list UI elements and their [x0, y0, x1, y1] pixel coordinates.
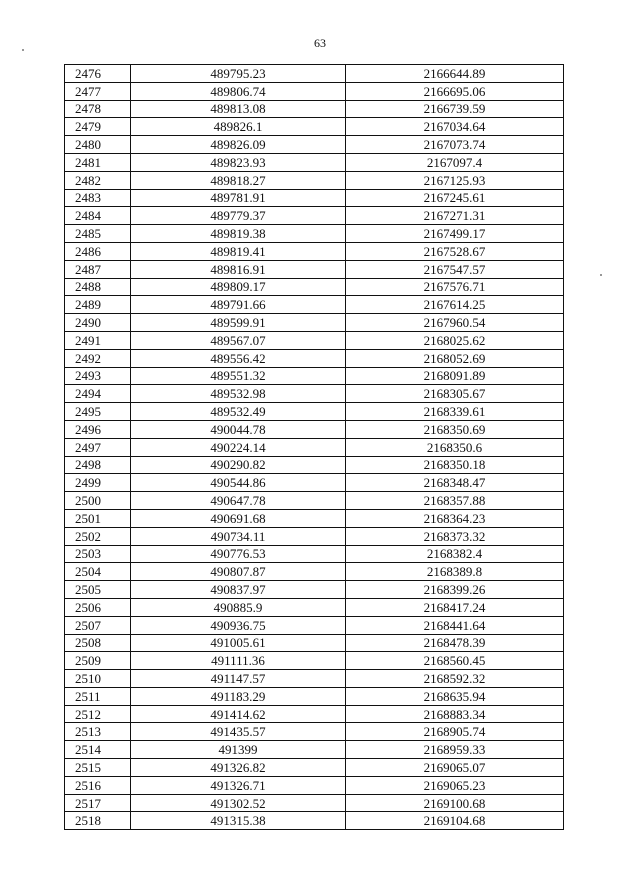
point-number-cell: 2478 [65, 100, 131, 118]
point-number-cell: 2518 [65, 812, 131, 830]
x-coordinate-cell: 489823.93 [131, 153, 346, 171]
table-row [65, 136, 564, 154]
point-number-cell: 2493 [65, 367, 131, 385]
x-coordinate-cell: 490647.78 [131, 492, 346, 510]
x-coordinate-cell: 491302.52 [131, 794, 346, 812]
point-number-cell: 2499 [65, 474, 131, 492]
point-number-cell: 2496 [65, 420, 131, 438]
table-row [65, 403, 564, 421]
point-number-cell: 2482 [65, 171, 131, 189]
table-row [65, 118, 564, 136]
y-coordinate-cell: 2166644.89 [346, 65, 564, 83]
x-coordinate-cell: 491183.29 [131, 687, 346, 705]
point-number-cell: 2484 [65, 207, 131, 225]
y-coordinate-cell: 2169104.68 [346, 812, 564, 830]
y-coordinate-cell: 2168357.88 [346, 492, 564, 510]
point-number-cell: 2500 [65, 492, 131, 510]
point-number-cell: 2513 [65, 723, 131, 741]
y-coordinate-cell: 2166739.59 [346, 100, 564, 118]
table-row [65, 794, 564, 812]
table-row [65, 171, 564, 189]
y-coordinate-cell: 2167034.64 [346, 118, 564, 136]
point-number-cell: 2498 [65, 456, 131, 474]
x-coordinate-cell: 489809.17 [131, 278, 346, 296]
table-row [65, 153, 564, 171]
x-coordinate-cell: 489819.38 [131, 225, 346, 243]
table-row [65, 812, 564, 830]
table-row [65, 456, 564, 474]
y-coordinate-cell: 2167097.4 [346, 153, 564, 171]
point-number-cell: 2490 [65, 314, 131, 332]
x-coordinate-cell: 490044.78 [131, 420, 346, 438]
table-row [65, 225, 564, 243]
x-coordinate-cell: 489779.37 [131, 207, 346, 225]
table-row [65, 723, 564, 741]
table-row [65, 759, 564, 777]
point-number-cell: 2502 [65, 527, 131, 545]
table-row [65, 527, 564, 545]
y-coordinate-cell: 2168091.89 [346, 367, 564, 385]
table-row [65, 367, 564, 385]
table-row [65, 189, 564, 207]
y-coordinate-cell: 2168350.18 [346, 456, 564, 474]
y-coordinate-cell: 2168025.62 [346, 331, 564, 349]
y-coordinate-cell: 2167960.54 [346, 314, 564, 332]
y-coordinate-cell: 2168350.6 [346, 438, 564, 456]
point-number-cell: 2495 [65, 403, 131, 421]
x-coordinate-cell: 491005.61 [131, 634, 346, 652]
x-coordinate-cell: 490776.53 [131, 545, 346, 563]
y-coordinate-cell: 2168373.32 [346, 527, 564, 545]
scan-speck [600, 274, 602, 276]
y-coordinate-cell: 2167614.25 [346, 296, 564, 314]
y-coordinate-cell: 2167576.71 [346, 278, 564, 296]
y-coordinate-cell: 2168348.47 [346, 474, 564, 492]
point-number-cell: 2504 [65, 563, 131, 581]
y-coordinate-cell: 2168339.61 [346, 403, 564, 421]
table-row [65, 634, 564, 652]
y-coordinate-cell: 2169065.07 [346, 759, 564, 777]
y-coordinate-cell: 2168635.94 [346, 687, 564, 705]
x-coordinate-cell: 490936.75 [131, 616, 346, 634]
table-row [65, 776, 564, 794]
table-row [65, 598, 564, 616]
table-row [65, 581, 564, 599]
y-coordinate-cell: 2168389.8 [346, 563, 564, 581]
x-coordinate-cell: 491414.62 [131, 705, 346, 723]
table-row [65, 65, 564, 83]
table-row [65, 741, 564, 759]
page-number: 63 [314, 36, 326, 50]
point-number-cell: 2481 [65, 153, 131, 171]
table-row [65, 260, 564, 278]
point-number-cell: 2486 [65, 242, 131, 260]
coordinates-table [64, 64, 564, 830]
x-coordinate-cell: 490544.86 [131, 474, 346, 492]
point-number-cell: 2487 [65, 260, 131, 278]
point-number-cell: 2477 [65, 82, 131, 100]
y-coordinate-cell: 2168052.69 [346, 349, 564, 367]
x-coordinate-cell: 489826.09 [131, 136, 346, 154]
y-coordinate-cell: 2168560.45 [346, 652, 564, 670]
table-row [65, 207, 564, 225]
x-coordinate-cell: 491435.57 [131, 723, 346, 741]
point-number-cell: 2509 [65, 652, 131, 670]
point-number-cell: 2508 [65, 634, 131, 652]
y-coordinate-cell: 2166695.06 [346, 82, 564, 100]
x-coordinate-cell: 491111.36 [131, 652, 346, 670]
x-coordinate-cell: 491326.71 [131, 776, 346, 794]
point-number-cell: 2489 [65, 296, 131, 314]
point-number-cell: 2479 [65, 118, 131, 136]
x-coordinate-cell: 490290.82 [131, 456, 346, 474]
y-coordinate-cell: 2168350.69 [346, 420, 564, 438]
point-number-cell: 2501 [65, 509, 131, 527]
table-row [65, 349, 564, 367]
x-coordinate-cell: 489791.66 [131, 296, 346, 314]
table-row [65, 420, 564, 438]
point-number-cell: 2488 [65, 278, 131, 296]
table-row [65, 278, 564, 296]
x-coordinate-cell: 490224.14 [131, 438, 346, 456]
y-coordinate-cell: 2169065.23 [346, 776, 564, 794]
point-number-cell: 2515 [65, 759, 131, 777]
x-coordinate-cell: 489532.98 [131, 385, 346, 403]
y-coordinate-cell: 2168305.67 [346, 385, 564, 403]
table-row [65, 563, 564, 581]
y-coordinate-cell: 2168441.64 [346, 616, 564, 634]
y-coordinate-cell: 2168382.4 [346, 545, 564, 563]
x-coordinate-cell: 491326.82 [131, 759, 346, 777]
y-coordinate-cell: 2168478.39 [346, 634, 564, 652]
table-row [65, 474, 564, 492]
y-coordinate-cell: 2168592.32 [346, 670, 564, 688]
point-number-cell: 2512 [65, 705, 131, 723]
table-row [65, 82, 564, 100]
table-row [65, 705, 564, 723]
x-coordinate-cell: 489818.27 [131, 171, 346, 189]
point-number-cell: 2517 [65, 794, 131, 812]
table-row [65, 492, 564, 510]
point-number-cell: 2480 [65, 136, 131, 154]
x-coordinate-cell: 489532.49 [131, 403, 346, 421]
x-coordinate-cell: 490691.68 [131, 509, 346, 527]
point-number-cell: 2506 [65, 598, 131, 616]
point-number-cell: 2491 [65, 331, 131, 349]
x-coordinate-cell: 491315.38 [131, 812, 346, 830]
table-row [65, 509, 564, 527]
x-coordinate-cell: 491399 [131, 741, 346, 759]
table-row [65, 687, 564, 705]
table-row [65, 100, 564, 118]
point-number-cell: 2507 [65, 616, 131, 634]
y-coordinate-cell: 2167528.67 [346, 242, 564, 260]
point-number-cell: 2485 [65, 225, 131, 243]
y-coordinate-cell: 2169100.68 [346, 794, 564, 812]
x-coordinate-cell: 489781.91 [131, 189, 346, 207]
x-coordinate-cell: 489819.41 [131, 242, 346, 260]
table-row [65, 670, 564, 688]
x-coordinate-cell: 490807.87 [131, 563, 346, 581]
point-number-cell: 2516 [65, 776, 131, 794]
y-coordinate-cell: 2167245.61 [346, 189, 564, 207]
x-coordinate-cell: 489826.1 [131, 118, 346, 136]
x-coordinate-cell: 489813.08 [131, 100, 346, 118]
point-number-cell: 2503 [65, 545, 131, 563]
x-coordinate-cell: 489567.07 [131, 331, 346, 349]
x-coordinate-cell: 489599.91 [131, 314, 346, 332]
y-coordinate-cell: 2168417.24 [346, 598, 564, 616]
y-coordinate-cell: 2167499.17 [346, 225, 564, 243]
scan-speck [22, 49, 24, 51]
point-number-cell: 2511 [65, 687, 131, 705]
y-coordinate-cell: 2167125.93 [346, 171, 564, 189]
point-number-cell: 2483 [65, 189, 131, 207]
point-number-cell: 2505 [65, 581, 131, 599]
y-coordinate-cell: 2168883.34 [346, 705, 564, 723]
y-coordinate-cell: 2168959.33 [346, 741, 564, 759]
point-number-cell: 2494 [65, 385, 131, 403]
table-row [65, 652, 564, 670]
y-coordinate-cell: 2167073.74 [346, 136, 564, 154]
table-row [65, 438, 564, 456]
point-number-cell: 2492 [65, 349, 131, 367]
x-coordinate-cell: 489806.74 [131, 82, 346, 100]
point-number-cell: 2476 [65, 65, 131, 83]
table-row [65, 314, 564, 332]
point-number-cell: 2497 [65, 438, 131, 456]
point-number-cell: 2510 [65, 670, 131, 688]
x-coordinate-cell: 490885.9 [131, 598, 346, 616]
y-coordinate-cell: 2168905.74 [346, 723, 564, 741]
point-number-cell: 2514 [65, 741, 131, 759]
table-row [65, 331, 564, 349]
y-coordinate-cell: 2167547.57 [346, 260, 564, 278]
table-row [65, 296, 564, 314]
x-coordinate-cell: 489816.91 [131, 260, 346, 278]
x-coordinate-cell: 489556.42 [131, 349, 346, 367]
table-row [65, 616, 564, 634]
x-coordinate-cell: 491147.57 [131, 670, 346, 688]
table-row [65, 545, 564, 563]
table-row [65, 242, 564, 260]
y-coordinate-cell: 2168399.26 [346, 581, 564, 599]
coordinates-table-body [65, 65, 564, 830]
y-coordinate-cell: 2167271.31 [346, 207, 564, 225]
x-coordinate-cell: 490837.97 [131, 581, 346, 599]
x-coordinate-cell: 489551.32 [131, 367, 346, 385]
x-coordinate-cell: 490734.11 [131, 527, 346, 545]
y-coordinate-cell: 2168364.23 [346, 509, 564, 527]
table-row [65, 385, 564, 403]
x-coordinate-cell: 489795.23 [131, 65, 346, 83]
